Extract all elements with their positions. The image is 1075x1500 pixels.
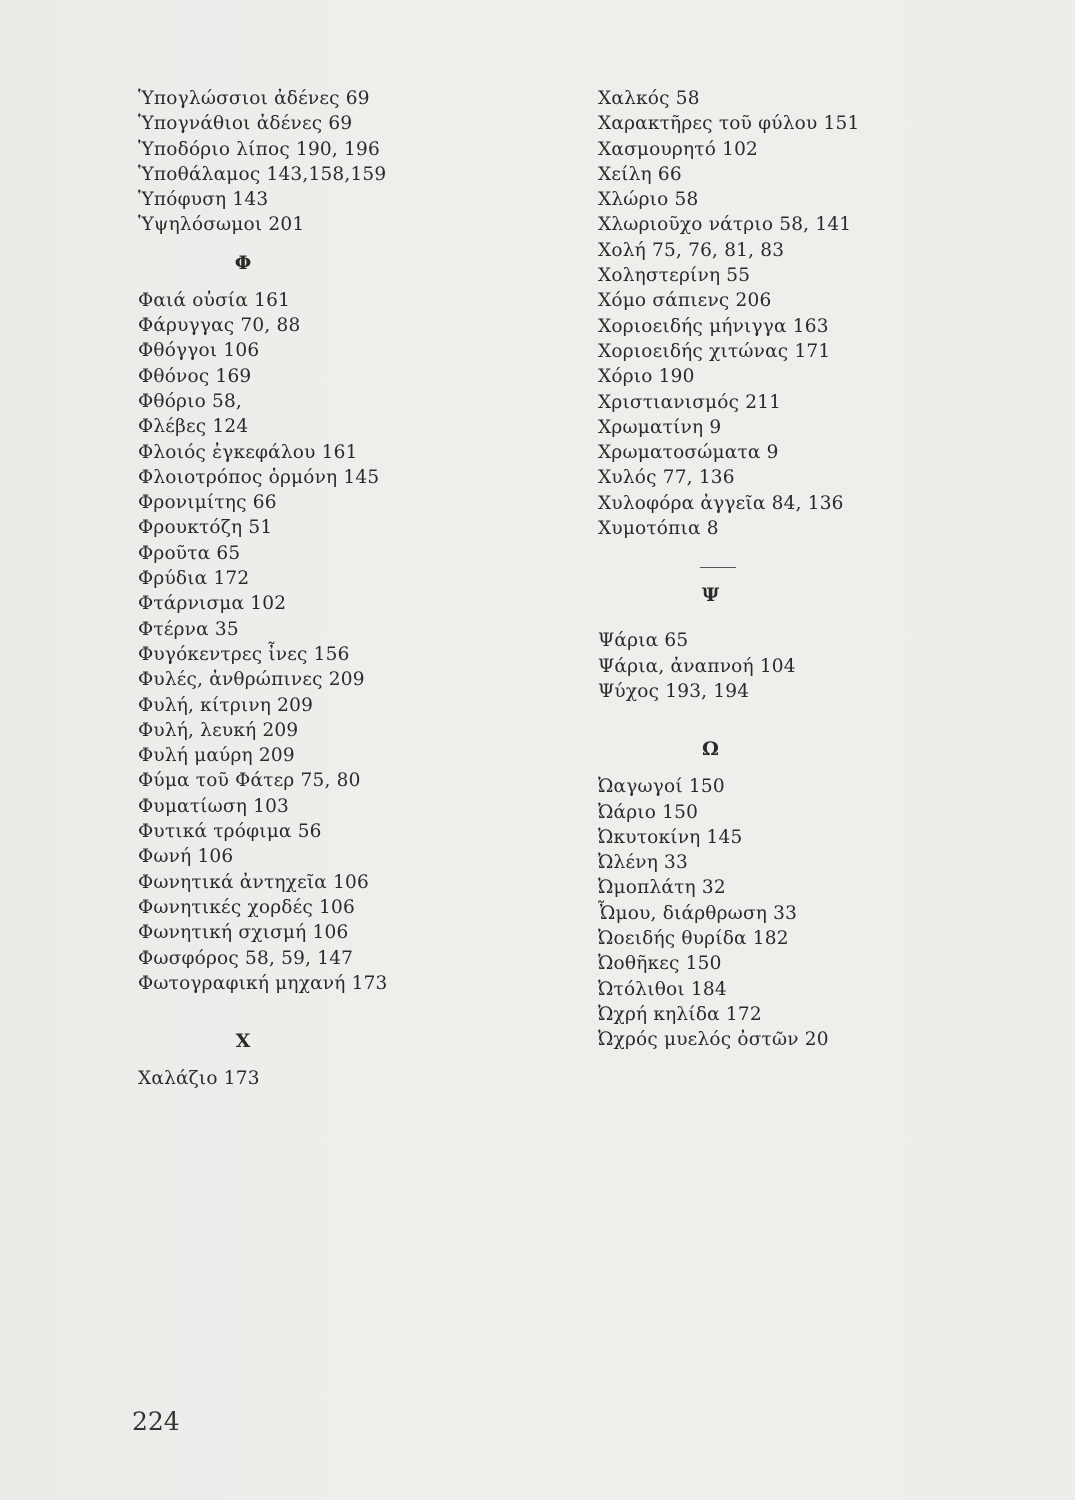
index-entry: Φλοιοτρόπος ὁρμόνη 145 [138, 466, 380, 488]
index-entry: Ὠαγωγοί 150 [598, 776, 725, 798]
index-entry: Χρωματοσώματα 9 [598, 442, 779, 464]
index-entry: Φτάρνισμα 102 [138, 593, 287, 615]
index-entry: Φύμα τοῦ Φάτερ 75, 80 [138, 770, 361, 792]
index-entry: Φωτογραφική μηχανή 173 [138, 972, 388, 994]
index-entry: Χασμουρητό 102 [598, 138, 759, 160]
index-entry: Φλοιός ἐγκεφάλου 161 [138, 441, 358, 463]
index-entry: Χόμο σάπιενς 206 [598, 290, 772, 312]
index-entry: Φαιά οὐσία 161 [138, 289, 291, 311]
index-entry: Φυλή μαύρη 209 [138, 745, 295, 767]
index-entry: Ὠμοπλάτη 32 [598, 877, 726, 899]
index-entry: Ὠάριο 150 [598, 801, 699, 823]
index-entry: Ὠκυτοκίνη 145 [598, 826, 743, 848]
index-entry: Φωσφόρος 58, 59, 147 [138, 947, 354, 969]
index-entry: Ὠοειδής θυρίδα 182 [598, 928, 789, 950]
index-block-psi [598, 628, 1018, 704]
index-column-right [598, 86, 1018, 1053]
index-entry: Φρουκτόζη 51 [138, 517, 273, 539]
index-entry: Φωνή 106 [138, 846, 234, 868]
index-entry: Φωνητικές χορδές 106 [138, 896, 355, 918]
index-entry: Ψύχος 193, 194 [598, 680, 750, 702]
index-block-upsilon [138, 86, 558, 238]
letter-heading-chi: Χ [235, 1030, 251, 1053]
index-entry: Φυλή, κίτρινη 209 [138, 694, 314, 716]
index-entry: Ὠλένη 33 [598, 852, 688, 874]
index-entry: Φθόνος 169 [138, 365, 252, 387]
index-entry: Φλέβες 124 [138, 416, 249, 438]
index-entry: Ὑπογλώσσιοι ἀδένες 69 [138, 88, 370, 109]
index-entry: Χυμοτόπια 8 [598, 518, 719, 540]
index-entry: Ὠχρή κηλίδα 172 [598, 1003, 762, 1025]
index-entry: Ὑπόφυση 143 [138, 189, 269, 211]
index-entry: Φυματίωση 103 [138, 795, 290, 817]
index-block-chi-left [138, 1066, 558, 1091]
index-block-chi-right [598, 86, 1018, 541]
index-entry: Φυλή, λευκή 209 [138, 719, 299, 741]
index-entry: Χυλοφόρα ἀγγεῖα 84, 136 [598, 492, 844, 514]
index-entry: Χαλάζιο 173 [138, 1068, 260, 1090]
index-entry: Φροῦτα 65 [138, 542, 241, 564]
index-entry: Φάρυγγας 70, 88 [138, 315, 301, 337]
index-entry: Χρωματίνη 9 [598, 416, 722, 438]
letter-heading-omega: Ω [702, 738, 719, 761]
index-entry: Χολή 75, 76, 81, 83 [598, 239, 785, 261]
index-entry: Χριστιανισμός 211 [598, 391, 782, 413]
index-column-left [138, 86, 558, 1091]
index-entry: Φωνητική σχισμή 106 [138, 922, 349, 944]
index-entry: Ὑπογνάθιοι ἀδένες 69 [138, 113, 353, 135]
index-entry: Χλώριο 58 [598, 189, 699, 211]
index-entry: Ὑψηλόσωμοι 201 [138, 214, 305, 236]
index-entry: Ὠχρός μυελός ὀστῶν 20 [598, 1029, 829, 1051]
index-entry: Ὦμου, διάρθρωση 33 [598, 902, 798, 924]
page-number: 224 [132, 1407, 180, 1436]
index-entry: Χαρακτῆρες τοῦ φύλου 151 [598, 113, 860, 135]
index-entry: Φρύδια 172 [138, 568, 250, 590]
index-entry: Φθόγγοι 106 [138, 340, 260, 362]
index-entry: Χείλη 66 [598, 163, 682, 185]
index-block-omega [598, 774, 1018, 1052]
index-entry: Χυλός 77, 136 [598, 467, 735, 489]
index-entry: Φυτικά τρόφιμα 56 [138, 821, 322, 843]
index-entry: Φρονιμίτης 66 [138, 492, 277, 514]
index-entry: Χαλκός 58 [598, 88, 700, 109]
index-entry: Ὠοθῆκες 150 [598, 953, 722, 975]
index-entry: Ψάρια 65 [598, 630, 689, 652]
letter-heading-phi: Φ [234, 251, 252, 274]
letter-heading-psi: Ψ [701, 584, 720, 607]
index-entry: Ὑποδόριο λίπος 190, 196 [138, 138, 380, 160]
index-entry: Χοριοειδής χιτώνας 171 [598, 340, 831, 362]
index-entry: Φτέρνα 35 [138, 618, 239, 640]
index-entry: Ψάρια, ἀναπνοή 104 [598, 655, 796, 677]
index-entry: Χοληστερίνη 55 [598, 265, 751, 287]
index-entry: Ὑποθάλαμος 143,158,159 [138, 163, 387, 185]
index-entry: Φθόριο 58, [138, 390, 243, 412]
index-entry: Χλωριοῦχο νάτριο 58, 141 [598, 214, 852, 236]
index-entry: Φωνητικά ἀντηχεῖα 106 [138, 871, 369, 893]
index-entry: Ὠτόλιθοι 184 [598, 978, 727, 1000]
index-block-phi [138, 288, 558, 996]
index-entry: Χοριοειδής μήνιγγα 163 [598, 315, 829, 337]
index-entry: Φυγόκεντρες ἶνες 156 [138, 643, 350, 665]
index-entry: Φυλές, ἀνθρώπινες 209 [138, 669, 365, 691]
index-entry: Χόριο 190 [598, 366, 695, 388]
